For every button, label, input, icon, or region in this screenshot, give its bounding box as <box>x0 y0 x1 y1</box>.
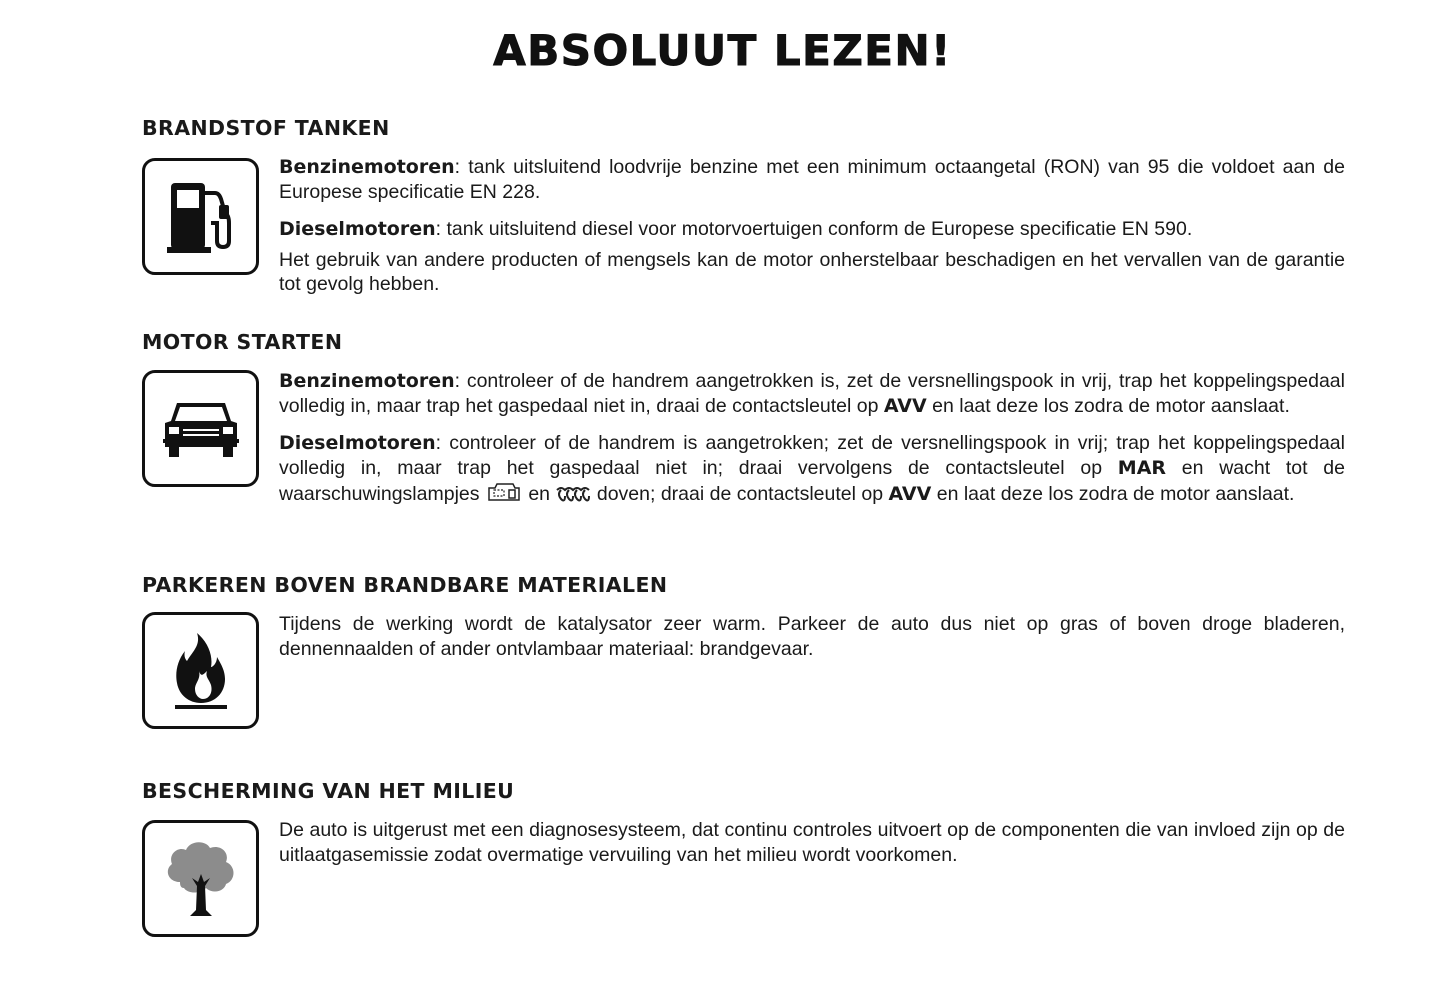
start-petrol-key: AVV <box>883 394 927 417</box>
start-diesel-text-3: en <box>522 483 556 505</box>
start-diesel-text-4: doven; draai de contactsleutel op <box>591 483 889 505</box>
start-diesel-key-mar: MAR <box>1117 456 1167 479</box>
parking-text <box>279 612 1345 674</box>
section-heading-parking: PARKEREN BOVEN BRANDBARE MATERIALEN <box>142 573 668 597</box>
parking-icon-box <box>142 612 259 729</box>
start-petrol-label: Benzinemotoren <box>279 370 455 392</box>
warning-light-engine-icon <box>485 480 523 504</box>
environment-icon-box <box>142 820 259 937</box>
fuel-warning-paragraph: Het gebruik van andere producten of mengsels kan de motor onherstelbaar beschadigen en het vervallen van de garantie tot gevolg hebben. <box>279 248 1345 295</box>
start-icon-box <box>142 370 259 487</box>
car-front-icon <box>161 397 241 461</box>
section-heading-start: MOTOR STARTEN <box>142 330 343 354</box>
start-diesel-paragraph <box>279 431 1345 507</box>
start-diesel-text-2: en wacht tot de waarschuwingslampjes <box>279 456 1345 505</box>
start-diesel-label: Dieselmotoren <box>279 432 436 454</box>
fuel-text <box>279 155 1345 310</box>
section-heading-environment: BESCHERMING VAN HET MILIEU <box>142 779 515 803</box>
parking-paragraph: Tijdens de werking wordt de katalysator zeer warm. Parkeer de auto dus niet op gras of boven droge bladeren, dennennaalden of ander ontvlambaar materiaal: brandgevaar. <box>279 613 1345 660</box>
fuel-diesel-label: Dieselmotoren <box>279 218 436 240</box>
start-petrol-text-2: en laat deze los zodra de motor aanslaat. <box>926 394 1290 417</box>
page-title: ABSOLUUT LEZEN! <box>493 26 952 75</box>
environment-paragraph: De auto is uitgerust met een diagnosesysteem, dat continu controles uitvoert op de componenten die van invloed zijn op de uitlaatgasemissie zodat overmatige vervuiling van het milieu wordt voorkomen. <box>279 819 1345 866</box>
fuel-petrol-paragraph <box>279 155 1345 204</box>
start-text <box>279 369 1345 520</box>
glow-plug-icon <box>555 484 591 504</box>
fuel-diesel-paragraph <box>279 217 1345 242</box>
start-diesel-key-avv: AVV <box>888 483 932 505</box>
flame-icon <box>173 631 229 711</box>
start-petrol-paragraph <box>279 369 1345 418</box>
fuel-petrol-text: : tank uitsluitend loodvrije benzine met een minimum octaangetal (RON) van 95 die voldoet aan de Europese specificatie EN 228. <box>279 156 1345 203</box>
fuel-diesel-text: : tank uitsluitend diesel voor motorvoertuigen conform de Europese specificatie EN 590. <box>435 218 1193 240</box>
start-diesel-text-5: en laat deze los zodra de motor aanslaat. <box>931 483 1295 505</box>
start-petrol-text-1: : controleer of de handrem aangetrokken is, zet de versnellingspook in vrij, trap het koppelingspedaal volledig in, maar trap het gaspedaal niet in, draai de contactsleutel op <box>279 370 1345 417</box>
tree-icon <box>160 838 242 920</box>
fuel-pump-icon <box>165 179 237 255</box>
section-heading-fuel: BRANDSTOF TANKEN <box>142 116 390 140</box>
start-diesel-text-1: : controleer of de handrem is aangetrokken; zet de versnellingspook in vrij; trap het koppelingspedaal volledig in, maar trap het gaspedaal niet in; draai vervolgens de contactsleutel op <box>279 432 1345 479</box>
fuel-icon-box <box>142 158 259 275</box>
fuel-petrol-label: Benzinemotoren <box>279 156 455 178</box>
environment-text <box>279 818 1345 880</box>
